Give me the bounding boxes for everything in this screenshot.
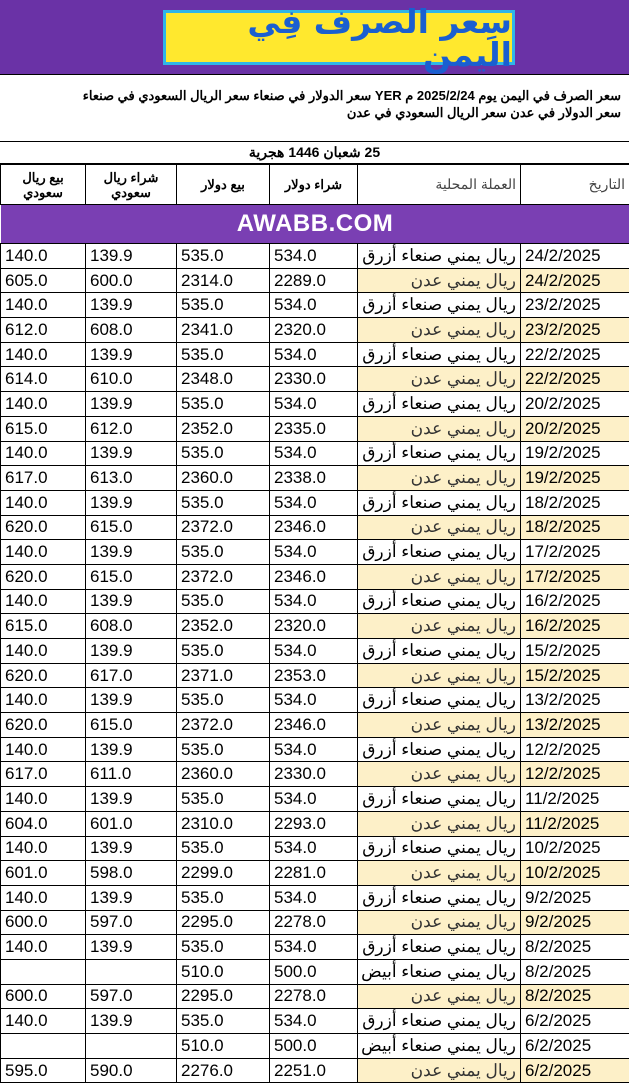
cell-date: 23/2/2025 xyxy=(521,318,629,343)
cell-currency: ريال يمني صنعاء أزرق xyxy=(358,787,521,812)
cell-usd-buy: 2346.0 xyxy=(270,515,358,540)
cell-date: 17/2/2025 xyxy=(521,564,629,589)
cell-date: 12/2/2025 xyxy=(521,737,629,762)
cell-sar-buy: 139.9 xyxy=(86,589,177,614)
cell-currency: ريال يمني عدن xyxy=(358,515,521,540)
cell-usd-buy: 534.0 xyxy=(270,935,358,960)
hijri-date: 25 شعبان 1446 هجرية xyxy=(0,142,629,164)
cell-usd-sell: 2371.0 xyxy=(177,663,270,688)
cell-usd-buy: 2338.0 xyxy=(270,466,358,491)
cell-currency: ريال يمني عدن xyxy=(358,762,521,787)
cell-sar-sell: 140.0 xyxy=(1,787,86,812)
cell-usd-sell: 2295.0 xyxy=(177,984,270,1009)
cell-currency: ريال يمني عدن xyxy=(358,416,521,441)
cell-sar-sell xyxy=(1,1034,86,1059)
cell-sar-sell: 612.0 xyxy=(1,318,86,343)
cell-usd-sell: 2341.0 xyxy=(177,318,270,343)
cell-sar-sell: 620.0 xyxy=(1,663,86,688)
cell-sar-buy: 608.0 xyxy=(86,614,177,639)
cell-usd-buy: 2330.0 xyxy=(270,367,358,392)
cell-date: 22/2/2025 xyxy=(521,342,629,367)
cell-date: 10/2/2025 xyxy=(521,861,629,886)
cell-sar-sell: 140.0 xyxy=(1,441,86,466)
cell-sar-buy: 139.9 xyxy=(86,293,177,318)
cell-usd-sell: 510.0 xyxy=(177,1034,270,1059)
cell-date: 15/2/2025 xyxy=(521,639,629,664)
cell-sar-sell: 614.0 xyxy=(1,367,86,392)
cell-sar-buy: 611.0 xyxy=(86,762,177,787)
cell-sar-buy: 601.0 xyxy=(86,811,177,836)
cell-date: 16/2/2025 xyxy=(521,589,629,614)
cell-currency: ريال يمني صنعاء أزرق xyxy=(358,441,521,466)
cell-sar-sell: 140.0 xyxy=(1,885,86,910)
cell-usd-sell: 535.0 xyxy=(177,589,270,614)
table-row xyxy=(1,1009,629,1034)
cell-sar-sell: 600.0 xyxy=(1,984,86,1009)
cell-date: 6/2/2025 xyxy=(521,1009,629,1034)
header-usd-buy: شراء دولار xyxy=(270,165,358,205)
cell-usd-buy: 534.0 xyxy=(270,244,358,269)
cell-usd-buy: 534.0 xyxy=(270,639,358,664)
cell-usd-buy: 2251.0 xyxy=(270,1058,358,1083)
cell-sar-buy: 139.9 xyxy=(86,737,177,762)
cell-usd-sell: 2314.0 xyxy=(177,268,270,293)
table-row xyxy=(1,688,629,713)
cell-date: 24/2/2025 xyxy=(521,268,629,293)
cell-usd-buy: 534.0 xyxy=(270,885,358,910)
table-row xyxy=(1,1058,629,1083)
cell-currency: ريال يمني صنعاء أزرق xyxy=(358,836,521,861)
table-row xyxy=(1,515,629,540)
cell-date: 11/2/2025 xyxy=(521,811,629,836)
cell-currency: ريال يمني عدن xyxy=(358,811,521,836)
cell-sar-sell: 620.0 xyxy=(1,564,86,589)
table-row xyxy=(1,614,629,639)
cell-date: 22/2/2025 xyxy=(521,367,629,392)
cell-date: 8/2/2025 xyxy=(521,984,629,1009)
cell-sar-buy: 613.0 xyxy=(86,466,177,491)
cell-currency: ريال يمني عدن xyxy=(358,1058,521,1083)
table-row xyxy=(1,441,629,466)
cell-sar-buy: 615.0 xyxy=(86,515,177,540)
cell-sar-buy: 600.0 xyxy=(86,268,177,293)
cell-currency: ريال يمني عدن xyxy=(358,910,521,935)
table-row xyxy=(1,589,629,614)
header-banner xyxy=(0,0,629,74)
cell-usd-sell: 535.0 xyxy=(177,490,270,515)
intro-line-1: سعر الصرف في اليمن يوم 2025/2/24 م YER سعر الدولار في صنعاء سعر الريال السعودي في صنعاء xyxy=(8,87,621,104)
table-row xyxy=(1,811,629,836)
cell-usd-buy: 2293.0 xyxy=(270,811,358,836)
table-row xyxy=(1,1034,629,1059)
intro-text xyxy=(0,74,629,142)
table-row xyxy=(1,639,629,664)
cell-sar-sell: 605.0 xyxy=(1,268,86,293)
cell-date: 8/2/2025 xyxy=(521,935,629,960)
cell-currency: ريال يمني صنعاء أزرق xyxy=(358,737,521,762)
cell-date: 17/2/2025 xyxy=(521,540,629,565)
table-row xyxy=(1,762,629,787)
cell-usd-buy: 2289.0 xyxy=(270,268,358,293)
cell-sar-buy: 139.9 xyxy=(86,639,177,664)
cell-usd-sell: 2348.0 xyxy=(177,367,270,392)
cell-usd-buy: 534.0 xyxy=(270,342,358,367)
cell-usd-buy: 534.0 xyxy=(270,1009,358,1034)
cell-currency: ريال يمني صنعاء أزرق xyxy=(358,342,521,367)
cell-currency: ريال يمني عدن xyxy=(358,984,521,1009)
table-row xyxy=(1,367,629,392)
cell-usd-sell: 2372.0 xyxy=(177,515,270,540)
cell-usd-buy: 2346.0 xyxy=(270,564,358,589)
cell-usd-buy: 534.0 xyxy=(270,293,358,318)
cell-date: 12/2/2025 xyxy=(521,762,629,787)
cell-usd-buy: 534.0 xyxy=(270,836,358,861)
cell-currency: ريال يمني صنعاء أزرق xyxy=(358,688,521,713)
cell-usd-sell: 2276.0 xyxy=(177,1058,270,1083)
cell-usd-buy: 2320.0 xyxy=(270,614,358,639)
cell-date: 24/2/2025 xyxy=(521,244,629,269)
cell-sar-buy: 617.0 xyxy=(86,663,177,688)
cell-usd-buy: 534.0 xyxy=(270,490,358,515)
table-header-row xyxy=(1,165,629,205)
cell-sar-buy: 139.9 xyxy=(86,1009,177,1034)
cell-usd-sell: 535.0 xyxy=(177,885,270,910)
cell-currency: ريال يمني صنعاء أبيض xyxy=(358,1034,521,1059)
title-box xyxy=(163,10,515,65)
cell-usd-buy: 534.0 xyxy=(270,441,358,466)
table-row xyxy=(1,342,629,367)
cell-sar-buy: 615.0 xyxy=(86,713,177,738)
cell-usd-sell: 535.0 xyxy=(177,441,270,466)
cell-date: 18/2/2025 xyxy=(521,490,629,515)
cell-sar-buy: 139.9 xyxy=(86,688,177,713)
cell-sar-sell xyxy=(1,959,86,984)
cell-usd-sell: 535.0 xyxy=(177,342,270,367)
cell-usd-sell: 535.0 xyxy=(177,836,270,861)
intro-line-2: سعر الدولار في عدن سعر الريال السعودي في عدن xyxy=(8,104,621,121)
cell-usd-buy: 534.0 xyxy=(270,392,358,417)
cell-date: 20/2/2025 xyxy=(521,416,629,441)
cell-sar-sell: 600.0 xyxy=(1,910,86,935)
cell-usd-sell: 2372.0 xyxy=(177,564,270,589)
table-row xyxy=(1,935,629,960)
table-row xyxy=(1,663,629,688)
cell-sar-buy: 139.9 xyxy=(86,935,177,960)
cell-usd-sell: 2352.0 xyxy=(177,416,270,441)
cell-currency: ريال يمني عدن xyxy=(358,713,521,738)
cell-sar-sell: 615.0 xyxy=(1,614,86,639)
cell-sar-buy: 610.0 xyxy=(86,367,177,392)
cell-usd-sell: 535.0 xyxy=(177,293,270,318)
table-row xyxy=(1,737,629,762)
cell-sar-sell: 620.0 xyxy=(1,515,86,540)
cell-date: 16/2/2025 xyxy=(521,614,629,639)
header-currency: العملة المحلية xyxy=(358,165,521,205)
cell-usd-sell: 535.0 xyxy=(177,935,270,960)
cell-date: 9/2/2025 xyxy=(521,910,629,935)
cell-currency: ريال يمني صنعاء أبيض xyxy=(358,959,521,984)
table-row xyxy=(1,836,629,861)
cell-usd-sell: 535.0 xyxy=(177,540,270,565)
cell-currency: ريال يمني عدن xyxy=(358,367,521,392)
cell-usd-sell: 535.0 xyxy=(177,787,270,812)
cell-usd-sell: 535.0 xyxy=(177,244,270,269)
header-usd-sell: بيع دولار xyxy=(177,165,270,205)
table-row xyxy=(1,861,629,886)
cell-usd-sell: 535.0 xyxy=(177,737,270,762)
cell-date: 20/2/2025 xyxy=(521,392,629,417)
cell-currency: ريال يمني عدن xyxy=(358,663,521,688)
cell-usd-sell: 535.0 xyxy=(177,1009,270,1034)
cell-usd-buy: 534.0 xyxy=(270,688,358,713)
table-row xyxy=(1,293,629,318)
cell-usd-sell: 2372.0 xyxy=(177,713,270,738)
cell-sar-sell: 140.0 xyxy=(1,836,86,861)
cell-usd-buy: 2346.0 xyxy=(270,713,358,738)
table-row xyxy=(1,984,629,1009)
cell-usd-buy: 2353.0 xyxy=(270,663,358,688)
cell-date: 11/2/2025 xyxy=(521,787,629,812)
cell-currency: ريال يمني صنعاء أزرق xyxy=(358,885,521,910)
cell-sar-buy: 139.9 xyxy=(86,441,177,466)
cell-sar-buy xyxy=(86,959,177,984)
table-row xyxy=(1,392,629,417)
cell-sar-buy: 139.9 xyxy=(86,490,177,515)
cell-currency: ريال يمني عدن xyxy=(358,564,521,589)
exchange-rate-table xyxy=(0,164,629,1083)
cell-sar-buy: 597.0 xyxy=(86,984,177,1009)
cell-usd-buy: 500.0 xyxy=(270,959,358,984)
cell-sar-sell: 140.0 xyxy=(1,342,86,367)
cell-date: 13/2/2025 xyxy=(521,713,629,738)
cell-sar-sell: 140.0 xyxy=(1,293,86,318)
cell-sar-buy: 597.0 xyxy=(86,910,177,935)
header-sar-sell: بيع ريال سعودي xyxy=(1,165,86,205)
cell-sar-sell: 140.0 xyxy=(1,589,86,614)
site-name: AWABB.COM xyxy=(1,205,629,244)
cell-sar-buy: 590.0 xyxy=(86,1058,177,1083)
cell-date: 6/2/2025 xyxy=(521,1034,629,1059)
cell-date: 15/2/2025 xyxy=(521,663,629,688)
cell-sar-sell: 615.0 xyxy=(1,416,86,441)
cell-sar-sell: 140.0 xyxy=(1,639,86,664)
cell-date: 23/2/2025 xyxy=(521,293,629,318)
cell-usd-sell: 2299.0 xyxy=(177,861,270,886)
cell-currency: ريال يمني صنعاء أزرق xyxy=(358,639,521,664)
cell-usd-buy: 2335.0 xyxy=(270,416,358,441)
cell-sar-sell: 617.0 xyxy=(1,762,86,787)
cell-sar-sell: 140.0 xyxy=(1,1009,86,1034)
cell-sar-buy: 612.0 xyxy=(86,416,177,441)
cell-usd-buy: 500.0 xyxy=(270,1034,358,1059)
cell-date: 9/2/2025 xyxy=(521,885,629,910)
cell-usd-buy: 534.0 xyxy=(270,589,358,614)
cell-usd-sell: 535.0 xyxy=(177,392,270,417)
cell-sar-buy: 139.9 xyxy=(86,836,177,861)
cell-usd-buy: 2330.0 xyxy=(270,762,358,787)
page-title: سِعر الصرف فِي اليمن xyxy=(166,5,512,71)
cell-date: 10/2/2025 xyxy=(521,836,629,861)
cell-currency: ريال يمني عدن xyxy=(358,318,521,343)
cell-date: 19/2/2025 xyxy=(521,466,629,491)
cell-sar-sell: 617.0 xyxy=(1,466,86,491)
cell-sar-buy: 139.9 xyxy=(86,244,177,269)
cell-currency: ريال يمني عدن xyxy=(358,614,521,639)
cell-usd-buy: 534.0 xyxy=(270,540,358,565)
cell-usd-sell: 2360.0 xyxy=(177,762,270,787)
cell-sar-buy: 608.0 xyxy=(86,318,177,343)
cell-usd-sell: 535.0 xyxy=(177,639,270,664)
cell-usd-buy: 534.0 xyxy=(270,737,358,762)
cell-sar-buy: 139.9 xyxy=(86,885,177,910)
cell-usd-buy: 2320.0 xyxy=(270,318,358,343)
cell-currency: ريال يمني صنعاء أزرق xyxy=(358,1009,521,1034)
cell-sar-sell: 604.0 xyxy=(1,811,86,836)
cell-sar-sell: 620.0 xyxy=(1,713,86,738)
table-row xyxy=(1,244,629,269)
table-row xyxy=(1,466,629,491)
cell-date: 19/2/2025 xyxy=(521,441,629,466)
cell-usd-sell: 510.0 xyxy=(177,959,270,984)
cell-currency: ريال يمني عدن xyxy=(358,466,521,491)
cell-sar-sell: 140.0 xyxy=(1,737,86,762)
cell-sar-sell: 140.0 xyxy=(1,935,86,960)
cell-sar-buy: 139.9 xyxy=(86,540,177,565)
cell-sar-buy: 139.9 xyxy=(86,787,177,812)
cell-sar-buy: 139.9 xyxy=(86,392,177,417)
cell-sar-sell: 595.0 xyxy=(1,1058,86,1083)
cell-usd-buy: 2278.0 xyxy=(270,984,358,1009)
cell-sar-sell: 140.0 xyxy=(1,244,86,269)
cell-currency: ريال يمني عدن xyxy=(358,861,521,886)
cell-usd-buy: 534.0 xyxy=(270,787,358,812)
table-row xyxy=(1,318,629,343)
cell-sar-buy xyxy=(86,1034,177,1059)
table-row xyxy=(1,540,629,565)
cell-currency: ريال يمني صنعاء أزرق xyxy=(358,244,521,269)
table-row xyxy=(1,910,629,935)
table-row xyxy=(1,490,629,515)
cell-date: 18/2/2025 xyxy=(521,515,629,540)
cell-date: 8/2/2025 xyxy=(521,959,629,984)
cell-currency: ريال يمني صنعاء أزرق xyxy=(358,935,521,960)
header-sar-buy: شراء ريال سعودي xyxy=(86,165,177,205)
cell-currency: ريال يمني عدن xyxy=(358,268,521,293)
header-date: التاريخ xyxy=(521,165,629,205)
cell-usd-sell: 2295.0 xyxy=(177,910,270,935)
cell-currency: ريال يمني صنعاء أزرق xyxy=(358,540,521,565)
cell-date: 13/2/2025 xyxy=(521,688,629,713)
cell-date: 6/2/2025 xyxy=(521,1058,629,1083)
cell-currency: ريال يمني صنعاء أزرق xyxy=(358,490,521,515)
cell-sar-sell: 601.0 xyxy=(1,861,86,886)
cell-currency: ريال يمني صنعاء أزرق xyxy=(358,293,521,318)
cell-usd-sell: 2310.0 xyxy=(177,811,270,836)
table-row xyxy=(1,268,629,293)
cell-currency: ريال يمني صنعاء أزرق xyxy=(358,589,521,614)
table-row xyxy=(1,959,629,984)
cell-usd-sell: 2352.0 xyxy=(177,614,270,639)
site-banner-row xyxy=(1,205,629,244)
cell-usd-buy: 2278.0 xyxy=(270,910,358,935)
table-row xyxy=(1,885,629,910)
cell-sar-buy: 139.9 xyxy=(86,342,177,367)
cell-currency: ريال يمني صنعاء أزرق xyxy=(358,392,521,417)
table-row xyxy=(1,713,629,738)
table-row xyxy=(1,787,629,812)
table-row xyxy=(1,564,629,589)
cell-sar-sell: 140.0 xyxy=(1,392,86,417)
cell-usd-sell: 535.0 xyxy=(177,688,270,713)
cell-sar-sell: 140.0 xyxy=(1,688,86,713)
cell-sar-sell: 140.0 xyxy=(1,540,86,565)
cell-usd-buy: 2281.0 xyxy=(270,861,358,886)
cell-usd-sell: 2360.0 xyxy=(177,466,270,491)
cell-sar-buy: 615.0 xyxy=(86,564,177,589)
cell-sar-sell: 140.0 xyxy=(1,490,86,515)
table-row xyxy=(1,416,629,441)
cell-sar-buy: 598.0 xyxy=(86,861,177,886)
